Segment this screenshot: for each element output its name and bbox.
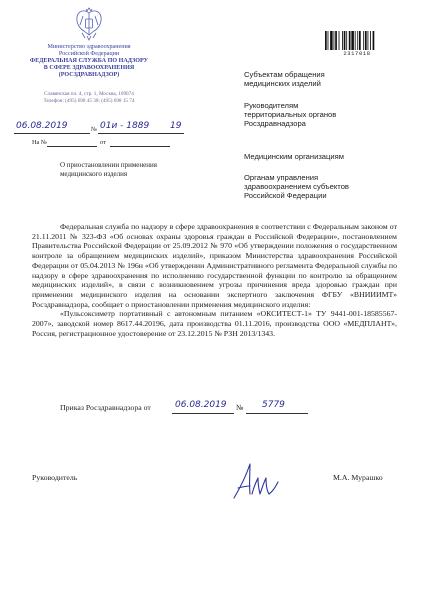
agency-name <box>14 58 164 79</box>
ministry-name <box>14 44 164 58</box>
order-line <box>60 403 151 413</box>
agency-address <box>14 91 164 104</box>
subject-line-2: медицинского изделия <box>60 169 128 178</box>
barcode-bar <box>344 31 346 50</box>
addressee-block-1 <box>244 70 325 88</box>
body-paragraph-1: Федеральная служба по надзору в сфере здравоохранения в соответствии с Федеральным законом от 21.11.2011 № 323-ФЗ «Об основах охраны здоровья граждан в Российской Федерации», постановлением Правительства Российской Федерации от 25.09.2012 № 970 «Об утверждении положения о государственном контроле за обращением медицинских изделий», приказом Министерства здравоохранения Российской Федерации от 05.04.2013 № 196н «Об утверждении Административного регламента Федеральной службы по надзору в сфере здравоохранения по исполнению государственной функции по контролю за обращением медицинских изделий», в связи с возникновением угрозы причинения вреда здоровью граждан при применении медицинского изделия на основании экспертного заключения ФГБУ «ВНИИИМТ» Росздравнадзора, сообщает о приостановлении применения медицинского изделия: <box>32 222 397 309</box>
addressee-block-3 <box>244 152 344 161</box>
barcode-bar <box>335 31 337 50</box>
addressee-1-line-1: Субъектам обращения <box>244 70 325 79</box>
barcode-bar <box>359 31 361 50</box>
agency-line-2: В СФЕРЕ ЗДРАВООХРАНЕНИЯ <box>43 65 135 71</box>
addressee-1-line-2: медицинских изделий <box>244 79 321 88</box>
reference-date-line <box>110 146 170 147</box>
signatory-position: Руководитель <box>32 473 78 482</box>
barcode-bar <box>355 31 356 50</box>
subject-line-1: О приостановлении применения <box>60 161 157 169</box>
addressee-3-line-1: Медицинским организациям <box>244 152 344 161</box>
barcode-bar <box>357 31 358 50</box>
address-line-1: Славянская пл. 4, стр. 1, Москва, 109074 <box>44 91 134 97</box>
barcode-bar <box>363 31 364 50</box>
order-number: 5779 <box>262 400 285 410</box>
address-line-2: Телефон: (495) 698 45 38; (495) 698 15 74 <box>43 97 135 104</box>
barcode-bar <box>351 31 354 50</box>
barcode-bar <box>330 31 333 50</box>
letter-body <box>32 222 397 338</box>
letter-subject <box>60 161 157 178</box>
ministry-line-2: Российской Федерации <box>58 51 120 57</box>
body-paragraph-2: «Пульсоксиметр портативный с автономным питанием «ОКСИТЕСТ-1» ТУ 9441-001-18585567-2007», заводской номер 8617.44.20196, дата производства 01.11.2016, производства ООО «МЕДПЛАНТ», Россия, регистрационное удостоверение от 23.12.2015 № РЗН 2013/1343. <box>32 309 397 338</box>
order-number-sign: № <box>236 403 244 412</box>
barcode-bar <box>365 31 367 50</box>
reference-number-line <box>47 146 97 147</box>
outgoing-date-line <box>14 133 90 134</box>
order-date-line <box>172 413 234 414</box>
outgoing-number-sign: № <box>91 126 98 133</box>
barcode-bar <box>349 31 351 50</box>
barcode-bar <box>342 31 343 50</box>
addressee-4-line-1: Органам управления <box>244 173 319 182</box>
handwritten-signature <box>228 458 284 506</box>
order-number-line <box>246 413 308 414</box>
agency-line-1: ФЕДЕРАЛЬНАЯ СЛУЖБА ПО НАДЗОРУ <box>29 58 149 64</box>
addressee-4-line-2: здравоохранением субъектов <box>244 182 349 191</box>
addressee-2-line-1: Руководителям <box>244 101 299 110</box>
barcode-bar <box>373 31 375 50</box>
coat-of-arms-emblem <box>74 7 104 41</box>
outgoing-date: 06.08.2019 <box>16 121 68 131</box>
barcode-bar <box>334 31 335 50</box>
addressee-block-4 <box>244 173 349 200</box>
barcode-bar <box>370 31 371 50</box>
barcode-number: 2317018 <box>343 50 371 57</box>
barcode-bar <box>325 31 327 50</box>
ministry-line-1: Министерство здравоохранения <box>47 44 131 50</box>
reference-label: На № <box>32 139 47 146</box>
reference-from-label: от <box>100 139 106 146</box>
addressee-block-2 <box>244 101 336 128</box>
barcode <box>325 31 387 50</box>
barcode-bar <box>328 31 329 50</box>
addressee-2-line-2: территориальных органов <box>244 110 337 119</box>
order-prefix: Приказ Росздравнадзора от <box>60 403 151 412</box>
barcode-bar <box>368 31 369 50</box>
addressee-2-line-3: Росздравнадзора <box>244 119 306 128</box>
outgoing-number-suffix: 19 <box>170 121 182 131</box>
addressee-4-line-3: Российской Федерации <box>244 191 327 200</box>
outgoing-number-prefix: 01и - 1889 <box>100 121 150 131</box>
barcode-bar <box>339 31 340 50</box>
barcode-bar <box>346 31 347 50</box>
outgoing-number-line <box>98 133 184 134</box>
agency-line-3: (РОСЗДРАВНАДЗОР) <box>58 72 120 78</box>
signatory-name: М.А. Мурашко <box>333 473 383 482</box>
order-date: 06.08.2019 <box>175 400 227 410</box>
